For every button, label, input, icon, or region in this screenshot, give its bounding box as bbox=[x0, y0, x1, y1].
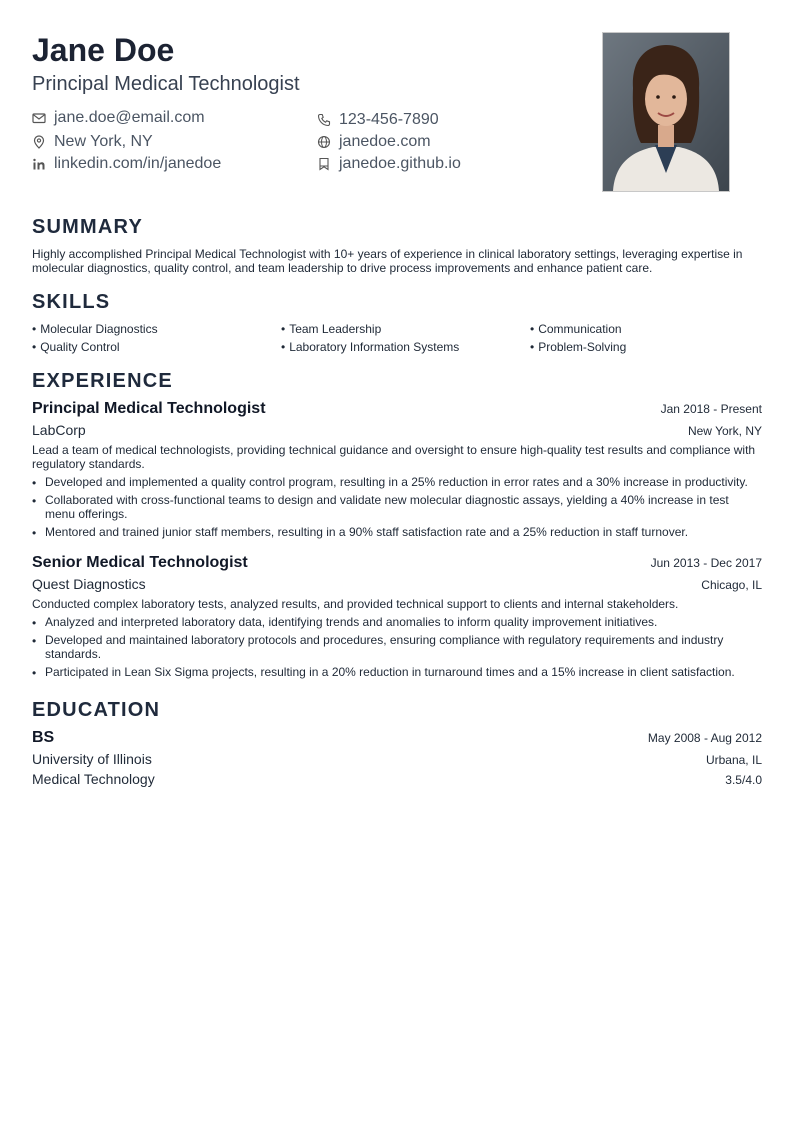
location-icon bbox=[32, 135, 46, 149]
list-item: • Collaborated with cross-functional teams to design and validate new molecular diagnostic assays, yielding a 40% increase in test menu offerings. bbox=[32, 493, 762, 521]
school-location: Urbana, IL bbox=[705, 753, 762, 767]
list-item: • Participated in Lean Six Sigma projects, resulting in a 20% reduction in turnaround times and a 15% increase in client satisfaction. bbox=[32, 665, 762, 679]
field-of-study: Medical Technology bbox=[32, 771, 155, 787]
gpa: 3.5/4.0 bbox=[725, 773, 762, 787]
location-text: New York, NY bbox=[54, 133, 153, 150]
job-location: New York, NY bbox=[687, 424, 762, 438]
skill-item: • Quality Control bbox=[32, 340, 120, 354]
summary-text: Highly accomplished Principal Medical Technologist with 10+ years of experience in clinical laboratory settings, leveraging expertise in molecular diagnostics, quality control, and team leadership to drive process improvements and enhance patient care. bbox=[32, 247, 743, 275]
skills-heading: SKILLS bbox=[32, 291, 111, 313]
job-location: Chicago, IL bbox=[701, 578, 762, 592]
skill-item: • Communication bbox=[530, 322, 622, 336]
candidate-title: Principal Medical Technologist bbox=[32, 73, 300, 95]
globe-icon bbox=[317, 135, 331, 149]
list-item: • Mentored and trained junior staff members, resulting in a 90% staff satisfaction rate and a 25% reduction in staff turnover. bbox=[32, 525, 762, 539]
contact-website[interactable] bbox=[317, 132, 431, 152]
phone-icon bbox=[317, 113, 331, 127]
contact-email[interactable] bbox=[32, 108, 205, 128]
candidate-name: Jane Doe bbox=[32, 32, 175, 68]
phone-text: 123-456-7890 bbox=[339, 111, 439, 128]
email-text: jane.doe@email.com bbox=[54, 109, 205, 126]
contact-phone[interactable] bbox=[317, 110, 439, 130]
job-company: Quest Diagnostics bbox=[32, 576, 146, 592]
contact-linkedin[interactable] bbox=[32, 154, 221, 174]
job-title: Senior Medical Technologist bbox=[32, 554, 248, 571]
skill-item: • Molecular Diagnostics bbox=[32, 322, 158, 336]
experience-heading: EXPERIENCE bbox=[32, 370, 173, 392]
skill-item: • Laboratory Information Systems bbox=[281, 340, 460, 354]
summary-heading: SUMMARY bbox=[32, 216, 143, 238]
school: University of Illinois bbox=[32, 751, 152, 767]
skill-item: • Team Leadership bbox=[281, 322, 382, 336]
job-dates: Jun 2013 - Dec 2017 bbox=[650, 556, 762, 570]
list-item: • Developed and implemented a quality control program, resulting in a 25% reduction in error rates and a 30% increase in productivity. bbox=[32, 475, 762, 489]
contact-location bbox=[32, 132, 153, 152]
job-bullets bbox=[32, 475, 762, 543]
github-text: janedoe.github.io bbox=[339, 155, 461, 172]
website-text: janedoe.com bbox=[339, 133, 431, 150]
degree: BS bbox=[32, 729, 55, 746]
job-description: Conducted complex laboratory tests, analyzed results, and provided technical support to clients and internal stakeholders. bbox=[32, 597, 679, 611]
profile-photo bbox=[602, 32, 730, 192]
education-dates: May 2008 - Aug 2012 bbox=[647, 731, 762, 745]
linkedin-text: linkedin.com/in/janedoe bbox=[54, 155, 222, 172]
mail-icon bbox=[32, 111, 46, 125]
job-description: Lead a team of medical technologists, providing technical guidance and oversight to ensure high-quality test results and compliance with regulatory standards. bbox=[32, 443, 756, 471]
list-item: • Analyzed and interpreted laboratory data, identifying trends and anomalies to inform quality improvement initiatives. bbox=[32, 615, 762, 629]
list-item: • Developed and maintained laboratory protocols and procedures, ensuring compliance with regulatory requirements and industry standards. bbox=[32, 633, 762, 661]
education-heading: EDUCATION bbox=[32, 699, 161, 721]
job-dates: Jan 2018 - Present bbox=[660, 402, 762, 416]
job-bullets bbox=[32, 615, 762, 683]
contact-github[interactable] bbox=[317, 154, 461, 174]
skill-item: • Problem-Solving bbox=[530, 340, 627, 354]
linkedin-icon bbox=[32, 157, 46, 171]
job-company: LabCorp bbox=[32, 422, 86, 438]
bookmark-icon bbox=[317, 157, 331, 171]
job-title: Principal Medical Technologist bbox=[32, 400, 266, 417]
